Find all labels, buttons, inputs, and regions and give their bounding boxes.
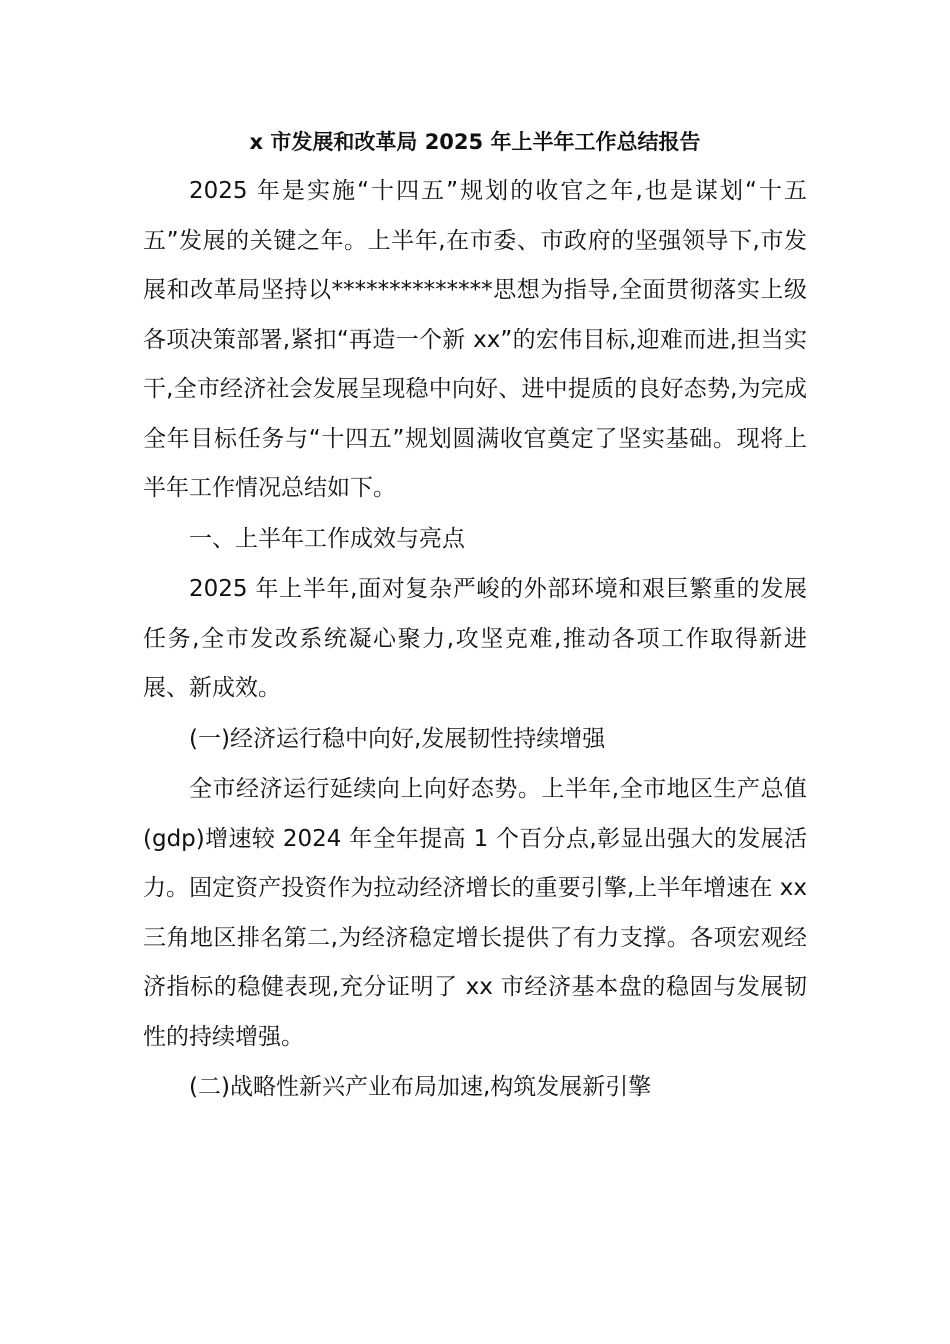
section-1-intro-paragraph: 2025 年上半年,面对复杂严峻的外部环境和艰巨繁重的发展任务,全市发改系统凝心聚力,攻坚克难,推动各项工作取得新进展、新成效。 xyxy=(143,576,807,701)
subsection-heading-1: (一)经济运行稳中向好,发展韧性持续增强 xyxy=(189,725,606,752)
document-title: x 市发展和改革局 2025 年上半年工作总结报告 xyxy=(249,130,701,154)
intro-paragraph: 2025 年是实施“十四五”规划的收官之年,也是谋划“十五五”发展的关键之年。上半年,在市委、市政府的坚强领导下,市发展和改革局坚持以**************思想为指导,全面贯彻落实上级各项决策部署,紧扣“再造一个新 xx”的宏伟目标,迎难而进,担当实干,全市经济社会发展呈现稳中向好、进中提质的良好态势,为完成全年目标任务与“十四五”规划圆满收官奠定了坚实基础。现将上半年工作情况总结如下。 xyxy=(143,178,807,501)
subsection-heading-2: (二)战略性新兴产业布局加速,构筑发展新引擎 xyxy=(189,1074,652,1100)
subsection-1-body-paragraph: 全市经济运行延续向上向好态势。上半年,全市地区生产总值(gdp)增速较 2024 年全年提高 1 个百分点,彰显出强大的发展活力。固定资产投资作为拉动经济增长的重要引擎,上半年增速在 xx 三角地区排名第二,为经济稳定增长提供了有力支撑。各项宏观经济指标的稳健表现,充分证明了 xx 市经济基本盘的稳固与发展韧性的持续增强。 xyxy=(143,776,807,1050)
section-heading-1: 一、上半年工作成效与亮点 xyxy=(189,525,465,552)
document-page xyxy=(143,118,807,1114)
